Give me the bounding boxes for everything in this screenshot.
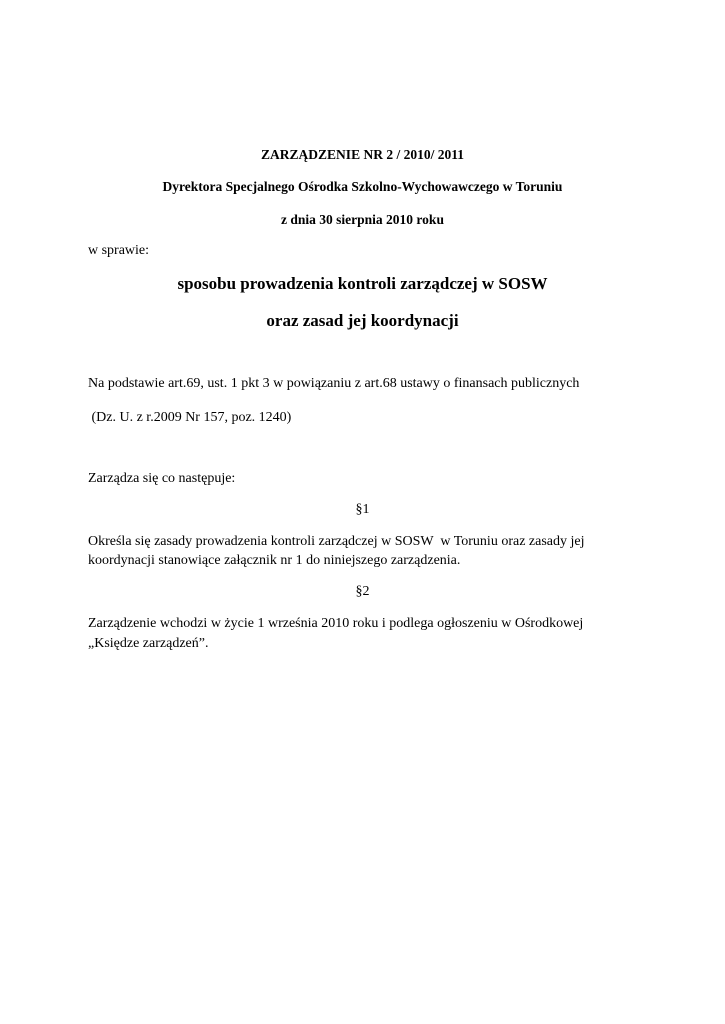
subject-label: w sprawie: — [88, 243, 150, 258]
section-2-line-1: Zarządzenie wchodzi w życie 1 września 2010 roku i podlega ogłoszeniu w Ośrodkowej — [88, 616, 584, 631]
document-title: ZARZĄDZENIE NR 2 / 2010/ 2011 — [261, 147, 464, 162]
document-date: z dnia 30 sierpnia 2010 roku — [281, 212, 444, 227]
intro-text: Zarządza się co następuje: — [88, 471, 236, 486]
section-mark-2: §2 — [355, 584, 370, 599]
legal-basis-line-1: Na podstawie art.69, ust. 1 pkt 3 w powiązaniu z art.68 ustawy o finansach publicznych — [88, 376, 580, 391]
section-mark-1: §1 — [355, 502, 370, 517]
section-1-line-1: Określa się zasady prowadzenia kontroli zarządczej w SOSW w Toruniu oraz zasady jej — [88, 534, 585, 549]
section-2-line-2: „Księdze zarządzeń”. — [88, 636, 209, 651]
document-issuer: Dyrektora Specjalnego Ośrodka Szkolno-Wychowawczego w Toruniu — [162, 179, 563, 194]
subject-line-1: sposobu prowadzenia kontroli zarządczej w SOSW — [177, 274, 548, 293]
subject-line-2: oraz zasad jej koordynacji — [266, 311, 459, 330]
legal-basis-line-2: (Dz. U. z r.2009 Nr 157, poz. 1240) — [88, 410, 292, 425]
section-1-line-2: koordynacji stanowiące załącznik nr 1 do niniejszego zarządzenia. — [88, 553, 461, 568]
